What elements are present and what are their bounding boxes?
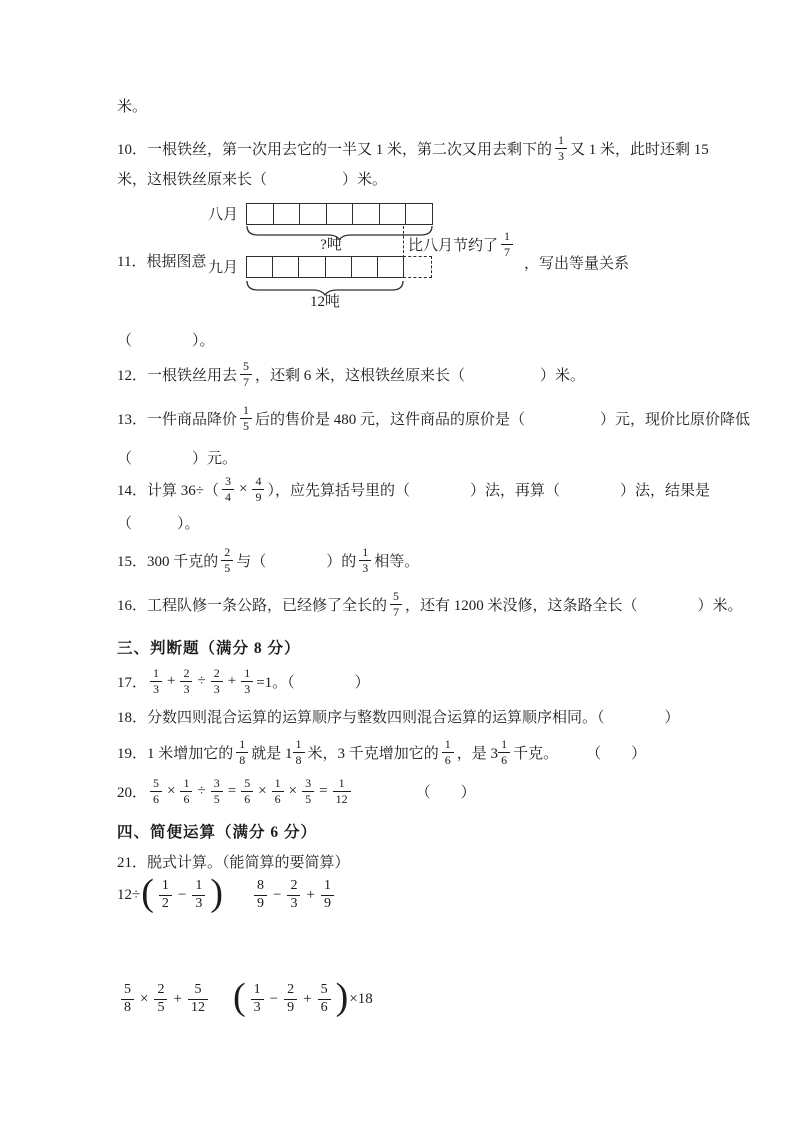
fraction-denominator: 6 — [498, 752, 510, 767]
text-run: 米。 — [117, 98, 148, 115]
text-run: 13．一件商品降价 — [117, 411, 238, 428]
fraction-numerator: 4 — [255, 473, 262, 488]
fraction — [159, 879, 172, 911]
fraction-denominator: 3 — [251, 999, 264, 1016]
text-run: 10．一根铁丝，第一次用去它的一半又 1 米，第二次又用去剩下的 — [117, 141, 553, 158]
fraction-numerator: 1 — [338, 775, 345, 790]
carryover-line — [117, 85, 147, 125]
fraction-denominator: 9 — [321, 895, 334, 912]
text-run: 后的售价是 480 元，这件商品的原价是（ ）元，现价比原价降低 — [255, 411, 751, 428]
text-run: 12．一根铁丝用去 — [117, 367, 238, 384]
bar-cell — [247, 204, 274, 224]
fraction-denominator: 6 — [318, 999, 331, 1016]
fraction-numerator: 3 — [305, 775, 312, 790]
fraction-numerator: 3 — [213, 775, 220, 790]
fraction — [211, 667, 223, 695]
multiply-operator: × — [238, 480, 248, 497]
fraction — [442, 738, 454, 766]
divide-operator: ÷ — [197, 672, 206, 689]
fraction — [188, 983, 208, 1015]
fraction — [359, 546, 371, 574]
saving-dashed-line — [403, 226, 404, 258]
fraction-numerator: 1 — [558, 132, 565, 147]
fraction-denominator: 12 — [333, 791, 351, 806]
fraction — [241, 667, 253, 695]
fraction-numerator: 1 — [183, 775, 190, 790]
fraction — [154, 983, 167, 1015]
fraction-numerator: 1 — [362, 544, 369, 559]
september-label: 九月 — [208, 260, 239, 276]
fraction-denominator: 3 — [192, 895, 205, 912]
fraction — [121, 983, 134, 1015]
fraction — [284, 983, 297, 1015]
text-run: 21．脱式计算。（能简算的要简算） — [117, 854, 350, 871]
fraction — [293, 738, 305, 766]
fraction — [241, 777, 253, 805]
fraction-denominator: 5 — [154, 999, 167, 1016]
fraction-denominator: 6 — [241, 791, 253, 806]
text-run: ×18 — [349, 990, 373, 1007]
fraction — [180, 777, 192, 805]
minus-operator: − — [177, 886, 187, 903]
plus-operator: + — [173, 990, 182, 1007]
fraction — [501, 230, 513, 258]
fraction — [150, 667, 162, 695]
text-run: =1。（ ） — [256, 674, 370, 691]
fraction-denominator: 8 — [121, 999, 134, 1016]
fraction-denominator: 2 — [159, 895, 172, 912]
fraction-denominator: 9 — [284, 999, 297, 1016]
fraction — [211, 777, 223, 805]
bar-cell — [352, 257, 378, 277]
question-11-label: 11．根据图意 — [117, 254, 207, 270]
fraction-denominator: 3 — [555, 148, 567, 163]
text-run: （ ）元。 — [117, 450, 238, 467]
text-run: 18．分数四则混合运算的运算顺序与整数四则混合运算的运算顺序相同。（ ） — [117, 709, 680, 726]
fraction-denominator: 7 — [240, 374, 252, 389]
fraction-numerator: 1 — [161, 877, 169, 893]
text-run: （ ）。 — [117, 332, 215, 349]
question-11-tail: ，写出等量关系 — [524, 256, 630, 272]
expression-12-div — [117, 867, 224, 923]
fraction — [318, 983, 331, 1015]
minus-operator: − — [273, 886, 282, 903]
text-run: 米，这根铁丝原来长（ ）米。 — [117, 171, 388, 188]
question-10-line-2 — [117, 158, 387, 198]
september-bar — [246, 256, 404, 278]
question-14-line-2 — [117, 502, 200, 542]
august-total-label: ?吨 — [320, 237, 342, 253]
fraction-numerator: 5 — [393, 588, 400, 603]
fraction-denominator: 3 — [211, 681, 223, 696]
fraction-denominator: 6 — [442, 752, 454, 767]
text-run: ），应先算括号里的（ ）法，再算（ ）法，结果是 — [267, 482, 710, 499]
multiply-operator: × — [167, 782, 176, 799]
text-run: 与（ ）的 — [236, 553, 357, 570]
fraction — [252, 475, 264, 503]
text-run: 12÷ — [117, 886, 141, 903]
fraction — [221, 546, 233, 574]
fraction — [498, 738, 510, 766]
fraction-numerator: 3 — [224, 473, 231, 488]
fraction-numerator: 5 — [153, 775, 160, 790]
fraction-numerator: 1 — [153, 665, 160, 680]
left-parenthesis: ( — [233, 975, 246, 1018]
fraction-numerator: 1 — [295, 736, 302, 751]
question-number: 17． — [117, 674, 148, 691]
text-run: 相等。 — [374, 553, 420, 570]
right-parenthesis: ) — [335, 975, 349, 1018]
question-16 — [117, 584, 743, 624]
question-20 — [117, 771, 476, 811]
fraction-numerator: 1 — [323, 877, 331, 893]
fraction — [333, 777, 351, 805]
bar-cell — [247, 257, 273, 277]
fraction-numerator: 1 — [239, 736, 246, 751]
plus-operator: + — [303, 990, 312, 1007]
fraction-numerator: 8 — [257, 877, 264, 893]
fraction — [321, 879, 334, 911]
multiply-operator: × — [288, 782, 298, 799]
fraction-numerator: 1 — [504, 228, 511, 243]
august-bar — [246, 203, 433, 225]
fraction-numerator: 5 — [243, 358, 250, 373]
section-title: 三、判断题（满分 8 分） — [117, 640, 301, 657]
fraction-denominator: 3 — [241, 681, 253, 696]
fraction-denominator: 5 — [211, 791, 223, 806]
fraction — [150, 777, 162, 805]
fraction-numerator: 1 — [195, 877, 203, 893]
fraction-numerator: 2 — [290, 877, 298, 893]
fraction-numerator: 1 — [501, 736, 508, 751]
fraction-denominator: 5 — [240, 418, 252, 433]
multiply-operator: × — [140, 990, 149, 1007]
bar-cell — [299, 257, 325, 277]
bar-cell — [300, 204, 327, 224]
text-run: 又 1 米，此时还剩 15 — [570, 141, 709, 158]
fraction-numerator: 2 — [287, 981, 295, 997]
fraction-denominator: 3 — [180, 681, 192, 696]
fraction-denominator: 6 — [272, 791, 284, 806]
judge-parentheses: （ ） — [586, 745, 647, 762]
plus-operator: + — [227, 672, 237, 689]
fraction — [390, 590, 402, 618]
fraction-denominator: 5 — [302, 791, 314, 806]
fraction — [240, 360, 252, 388]
text-run: 16．工程队修一条公路，已经修了全长的 — [117, 597, 388, 614]
fraction-numerator: 2 — [157, 981, 165, 997]
fraction-denominator: 6 — [180, 791, 192, 806]
bar-cell — [378, 257, 403, 277]
fraction-denominator: 5 — [221, 560, 233, 575]
bar-cell — [273, 257, 299, 277]
fraction — [240, 404, 252, 432]
bar-cell — [353, 204, 380, 224]
fraction-denominator: 9 — [254, 895, 267, 912]
expression-5-8-times — [117, 971, 212, 1027]
fraction — [272, 777, 284, 805]
question-17 — [117, 661, 370, 701]
fraction — [302, 777, 314, 805]
equals-operator: = — [319, 782, 328, 799]
question-11-answer-blank — [117, 319, 215, 359]
fraction-denominator: 3 — [150, 681, 162, 696]
fraction-numerator: 2 — [183, 665, 190, 680]
fraction — [287, 879, 300, 911]
equals-operator: = — [227, 782, 237, 799]
fraction-numerator: 5 — [124, 981, 131, 997]
fraction-denominator: 7 — [390, 604, 402, 619]
fraction-denominator: 8 — [236, 752, 248, 767]
fraction-numerator: 5 — [320, 981, 328, 997]
fraction-denominator: 3 — [287, 895, 300, 912]
fraction — [180, 667, 192, 695]
fraction-numerator: 1 — [274, 775, 281, 790]
fraction-numerator: 5 — [244, 775, 251, 790]
divide-operator: ÷ — [197, 782, 206, 799]
text-run: 就是 1 — [251, 745, 293, 762]
fraction-numerator: 1 — [243, 402, 250, 417]
text-run: 千克。 — [513, 745, 559, 762]
bar-cell — [380, 204, 407, 224]
text-run: 14．计算 36÷（ — [117, 482, 219, 499]
fraction-numerator: 1 — [444, 736, 451, 751]
fraction — [254, 879, 267, 911]
section-title: 四、简便运算（满分 6 分） — [117, 824, 318, 841]
multiply-operator: × — [258, 782, 267, 799]
fraction — [192, 879, 205, 911]
bar-cell — [326, 257, 352, 277]
fraction-numerator: 5 — [194, 981, 202, 997]
fraction-denominator: 4 — [222, 489, 234, 504]
bar-cell — [274, 204, 301, 224]
september-saved-dashed-box — [403, 256, 432, 278]
question-13-line-1 — [117, 398, 750, 438]
question-19 — [117, 732, 646, 772]
text-run: 米，3 千克增加它的 — [307, 745, 439, 762]
fraction-denominator: 6 — [150, 791, 162, 806]
text-run: 15．300 千克的 — [117, 553, 219, 570]
question-12 — [117, 354, 585, 394]
fraction — [222, 475, 234, 503]
fraction — [555, 134, 567, 162]
plus-operator: + — [306, 886, 315, 903]
text-run: ，还有 1200 米没修，这条路全长（ ）米。 — [405, 597, 743, 614]
right-parenthesis: ) — [210, 871, 224, 914]
fraction-numerator: 2 — [213, 665, 220, 680]
fraction-denominator: 12 — [188, 999, 208, 1016]
expression-paren-times-18 — [232, 971, 373, 1027]
text-run: ，还剩 6 米，这根铁丝原来长（ ）米。 — [255, 367, 586, 384]
fraction-denominator: 3 — [359, 560, 371, 575]
judge-parentheses: （ ） — [415, 784, 476, 801]
bar-cell — [406, 204, 432, 224]
question-15 — [117, 540, 419, 580]
fraction-numerator: 1 — [244, 665, 251, 680]
fraction-denominator: 9 — [252, 489, 264, 504]
september-total-label: 12吨 — [309, 294, 340, 310]
minus-operator: − — [269, 990, 279, 1007]
plus-operator: + — [167, 672, 176, 689]
text-run: ，是 3 — [456, 745, 499, 762]
text-run: 19．1 米增加它的 — [117, 745, 234, 762]
text-run: 比八月节约了 — [408, 237, 499, 254]
text-run: （ ）。 — [117, 515, 200, 532]
question-18 — [117, 696, 680, 736]
question-14-line-1 — [117, 469, 710, 509]
fraction-numerator: 1 — [253, 981, 261, 997]
fraction-denominator: 8 — [293, 752, 305, 767]
expression-8-9-minus — [250, 867, 338, 923]
august-label: 八月 — [208, 207, 239, 223]
question-number: 20． — [117, 784, 148, 801]
fraction — [251, 983, 264, 1015]
left-parenthesis: ( — [141, 871, 154, 914]
fraction-denominator: 7 — [501, 244, 513, 259]
fraction-numerator: 2 — [224, 544, 231, 559]
fraction — [236, 738, 248, 766]
bar-cell — [327, 204, 354, 224]
